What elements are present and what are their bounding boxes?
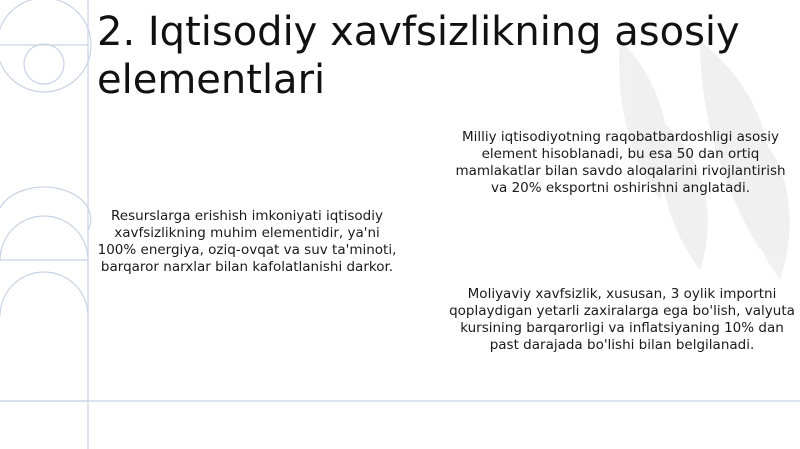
text-block-competitiveness: Milliy iqtisodiyotning raqobatbardoshligi asosiy element hisoblanadi, bu esa 50 dan ortiq mamlakatlar bilan savdo aloqalarini rivojlantirish va 20% eksportni oshirishni anglatadi.: [455, 129, 786, 196]
top-circle-small: [24, 44, 64, 84]
text-block-resources: Resurslarga erishish imkoniyati iqtisodiy xavfsizlikning muhim elementidir, ya'ni 100% energiya, oziq-ovqat va suv ta'minoti, barqaror narxlar bilan kafolatlanishi darkor.: [97, 208, 397, 275]
arch-upper: [0, 216, 88, 260]
top-circle-large: [0, 0, 91, 92]
slide-title: 2. Iqtisodiy xavfsizlikning asosiy elementlari: [97, 9, 740, 103]
text-block-financial-security: Moliyaviy xavfsizlik, xususan, 3 oylik importni qoplaydigan yetarli zaxiralarga ega bo'lish, valyuta kursining barqarorligi va inflatsiyaning 10% dan past darajada bo'lishi bilan belgilanadi.: [449, 286, 795, 353]
arch-top: [0, 187, 91, 230]
arch-lower: [0, 272, 88, 401]
